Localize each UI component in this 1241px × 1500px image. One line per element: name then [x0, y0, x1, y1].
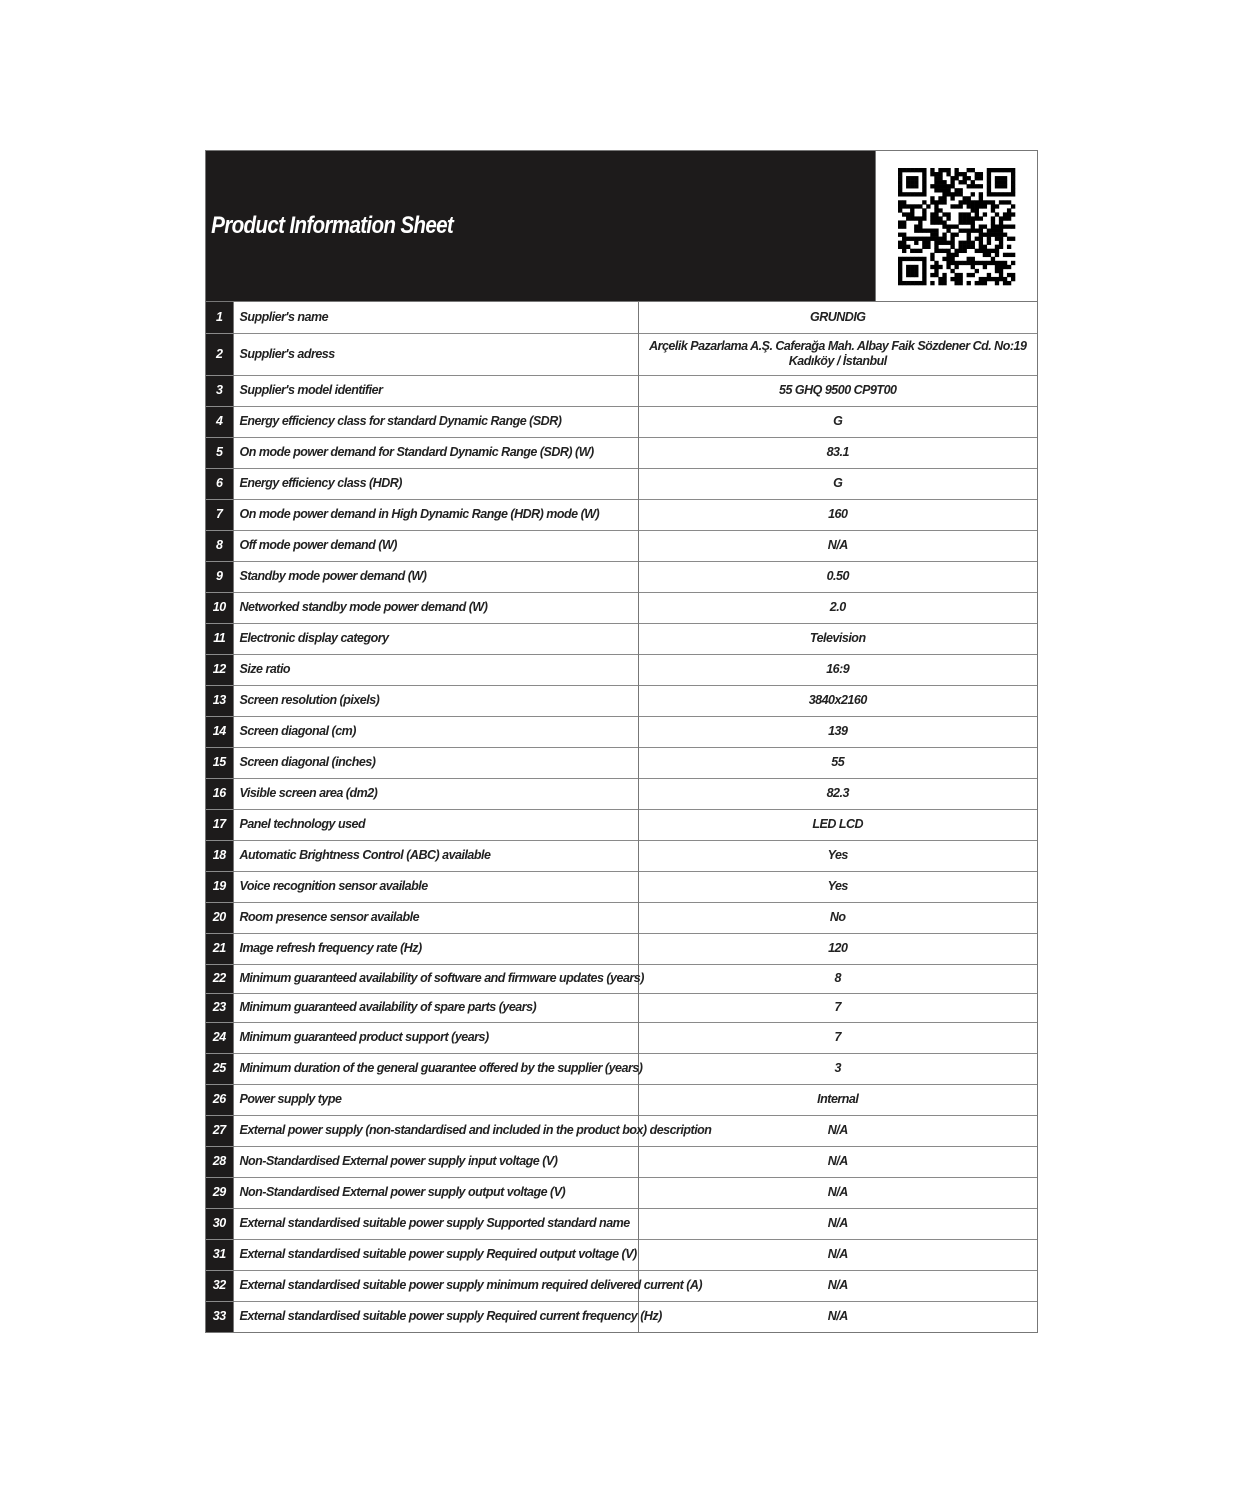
row-number: 4: [206, 406, 233, 437]
row-label: Supplier's name: [233, 302, 638, 333]
row-number: 16: [206, 778, 233, 809]
row-number: 9: [206, 561, 233, 592]
row-label: Minimum guaranteed availability of spare parts (years): [233, 993, 638, 1022]
row-value: N/A: [638, 1115, 1037, 1146]
qr-code: [875, 151, 1037, 301]
row-label: External standardised suitable power supply Supported standard name: [233, 1208, 638, 1239]
row-value: 2.0: [638, 592, 1037, 623]
row-number: 29: [206, 1177, 233, 1208]
table-row: [206, 1177, 1037, 1208]
table-row: [206, 530, 1037, 561]
row-value: 139: [638, 716, 1037, 747]
row-label: Networked standby mode power demand (W): [233, 592, 638, 623]
row-label: On mode power demand for Standard Dynamic Range (SDR) (W): [233, 437, 638, 468]
row-label: Energy efficiency class for standard Dynamic Range (SDR): [233, 406, 638, 437]
row-number: 13: [206, 685, 233, 716]
table-row: [206, 623, 1037, 654]
row-number: 11: [206, 623, 233, 654]
row-value: G: [638, 406, 1037, 437]
table-row: [206, 1115, 1037, 1146]
row-number: 23: [206, 993, 233, 1022]
row-label: Off mode power demand (W): [233, 530, 638, 561]
row-value: N/A: [638, 1208, 1037, 1239]
product-information-sheet: [205, 150, 1038, 1333]
row-label: Electronic display category: [233, 623, 638, 654]
row-value: 16:9: [638, 654, 1037, 685]
row-number: 3: [206, 375, 233, 406]
row-value: N/A: [638, 1301, 1037, 1332]
row-number: 20: [206, 902, 233, 933]
row-value: Arçelik Pazarlama A.Ş. Caferağa Mah. Albay Faik Sözdener Cd. No:19 Kadıköy / İstanbul: [638, 333, 1037, 375]
table-row: [206, 1239, 1037, 1270]
table-row: [206, 561, 1037, 592]
row-value: Yes: [638, 840, 1037, 871]
table-row: [206, 406, 1037, 437]
spec-table: [206, 302, 1037, 1332]
table-row: [206, 871, 1037, 902]
table-row: [206, 778, 1037, 809]
table-row: [206, 468, 1037, 499]
qr-code-icon: [898, 168, 1015, 285]
row-number: 25: [206, 1053, 233, 1084]
row-label: Size ratio: [233, 654, 638, 685]
row-value: G: [638, 468, 1037, 499]
table-row: [206, 1053, 1037, 1084]
row-value: Television: [638, 623, 1037, 654]
row-number: 1: [206, 302, 233, 333]
row-label: External standardised suitable power supply minimum required delivered current (A): [233, 1270, 638, 1301]
row-label: Panel technology used: [233, 809, 638, 840]
row-label: Minimum guaranteed product support (years): [233, 1022, 638, 1053]
row-label: Screen resolution (pixels): [233, 685, 638, 716]
row-number: 24: [206, 1022, 233, 1053]
table-row: [206, 1022, 1037, 1053]
table-row: [206, 933, 1037, 964]
row-value: GRUNDIG: [638, 302, 1037, 333]
row-number: 5: [206, 437, 233, 468]
row-number: 2: [206, 333, 233, 375]
row-label: Standby mode power demand (W): [233, 561, 638, 592]
row-value: 7: [638, 993, 1037, 1022]
row-number: 6: [206, 468, 233, 499]
table-row: [206, 333, 1037, 375]
table-row: [206, 1084, 1037, 1115]
table-row: [206, 747, 1037, 778]
row-value: Yes: [638, 871, 1037, 902]
row-label: Automatic Brightness Control (ABC) available: [233, 840, 638, 871]
row-label: Power supply type: [233, 1084, 638, 1115]
row-value: LED LCD: [638, 809, 1037, 840]
row-label: On mode power demand in High Dynamic Range (HDR) mode (W): [233, 499, 638, 530]
row-number: 10: [206, 592, 233, 623]
row-value: 83.1: [638, 437, 1037, 468]
table-row: [206, 437, 1037, 468]
table-row: [206, 1146, 1037, 1177]
table-row: [206, 1270, 1037, 1301]
table-row: [206, 964, 1037, 993]
table-row: [206, 499, 1037, 530]
row-value: No: [638, 902, 1037, 933]
row-value: 7: [638, 1022, 1037, 1053]
row-number: 15: [206, 747, 233, 778]
row-number: 32: [206, 1270, 233, 1301]
row-number: 21: [206, 933, 233, 964]
row-label: Supplier's adress: [233, 333, 638, 375]
table-row: [206, 302, 1037, 333]
table-row: [206, 592, 1037, 623]
row-number: 7: [206, 499, 233, 530]
row-value: 3840x2160: [638, 685, 1037, 716]
row-number: 28: [206, 1146, 233, 1177]
row-label: External power supply (non-standardised and included in the product box) description: [233, 1115, 638, 1146]
sheet-header: [206, 151, 1037, 302]
table-row: [206, 902, 1037, 933]
row-label: Minimum duration of the general guarantee offered by the supplier (years): [233, 1053, 638, 1084]
row-label: External standardised suitable power supply Required current frequency (Hz): [233, 1301, 638, 1332]
table-row: [206, 809, 1037, 840]
row-value: 120: [638, 933, 1037, 964]
row-label: Energy efficiency class (HDR): [233, 468, 638, 499]
row-label: Voice recognition sensor available: [233, 871, 638, 902]
row-value: N/A: [638, 530, 1037, 561]
row-number: 33: [206, 1301, 233, 1332]
row-number: 19: [206, 871, 233, 902]
row-value: 160: [638, 499, 1037, 530]
header-title-band: [206, 151, 875, 301]
row-label: Image refresh frequency rate (Hz): [233, 933, 638, 964]
row-value: 82.3: [638, 778, 1037, 809]
row-value: N/A: [638, 1146, 1037, 1177]
row-label: Visible screen area (dm2): [233, 778, 638, 809]
table-row: [206, 1301, 1037, 1332]
row-number: 30: [206, 1208, 233, 1239]
page-title: Product Information Sheet: [211, 212, 454, 239]
table-row: [206, 685, 1037, 716]
row-value: N/A: [638, 1239, 1037, 1270]
row-label: Room presence sensor available: [233, 902, 638, 933]
row-number: 22: [206, 964, 233, 993]
row-label: Non-Standardised External power supply input voltage (V): [233, 1146, 638, 1177]
row-label: Minimum guaranteed availability of software and firmware updates (years): [233, 964, 638, 993]
row-number: 26: [206, 1084, 233, 1115]
row-label: Screen diagonal (inches): [233, 747, 638, 778]
table-row: [206, 654, 1037, 685]
row-label: External standardised suitable power supply Required output voltage (V): [233, 1239, 638, 1270]
row-number: 31: [206, 1239, 233, 1270]
table-row: [206, 993, 1037, 1022]
row-value: N/A: [638, 1270, 1037, 1301]
row-value: Internal: [638, 1084, 1037, 1115]
row-number: 18: [206, 840, 233, 871]
table-row: [206, 840, 1037, 871]
row-label: Supplier's model identifier: [233, 375, 638, 406]
row-value: 0.50: [638, 561, 1037, 592]
row-number: 12: [206, 654, 233, 685]
row-value: N/A: [638, 1177, 1037, 1208]
row-label: Screen diagonal (cm): [233, 716, 638, 747]
row-value: 3: [638, 1053, 1037, 1084]
row-number: 14: [206, 716, 233, 747]
row-value: 8: [638, 964, 1037, 993]
table-row: [206, 716, 1037, 747]
row-number: 27: [206, 1115, 233, 1146]
row-number: 8: [206, 530, 233, 561]
row-label: Non-Standardised External power supply output voltage (V): [233, 1177, 638, 1208]
row-value: 55 GHQ 9500 CP9T00: [638, 375, 1037, 406]
table-row: [206, 375, 1037, 406]
row-number: 17: [206, 809, 233, 840]
table-row: [206, 1208, 1037, 1239]
row-value: 55: [638, 747, 1037, 778]
